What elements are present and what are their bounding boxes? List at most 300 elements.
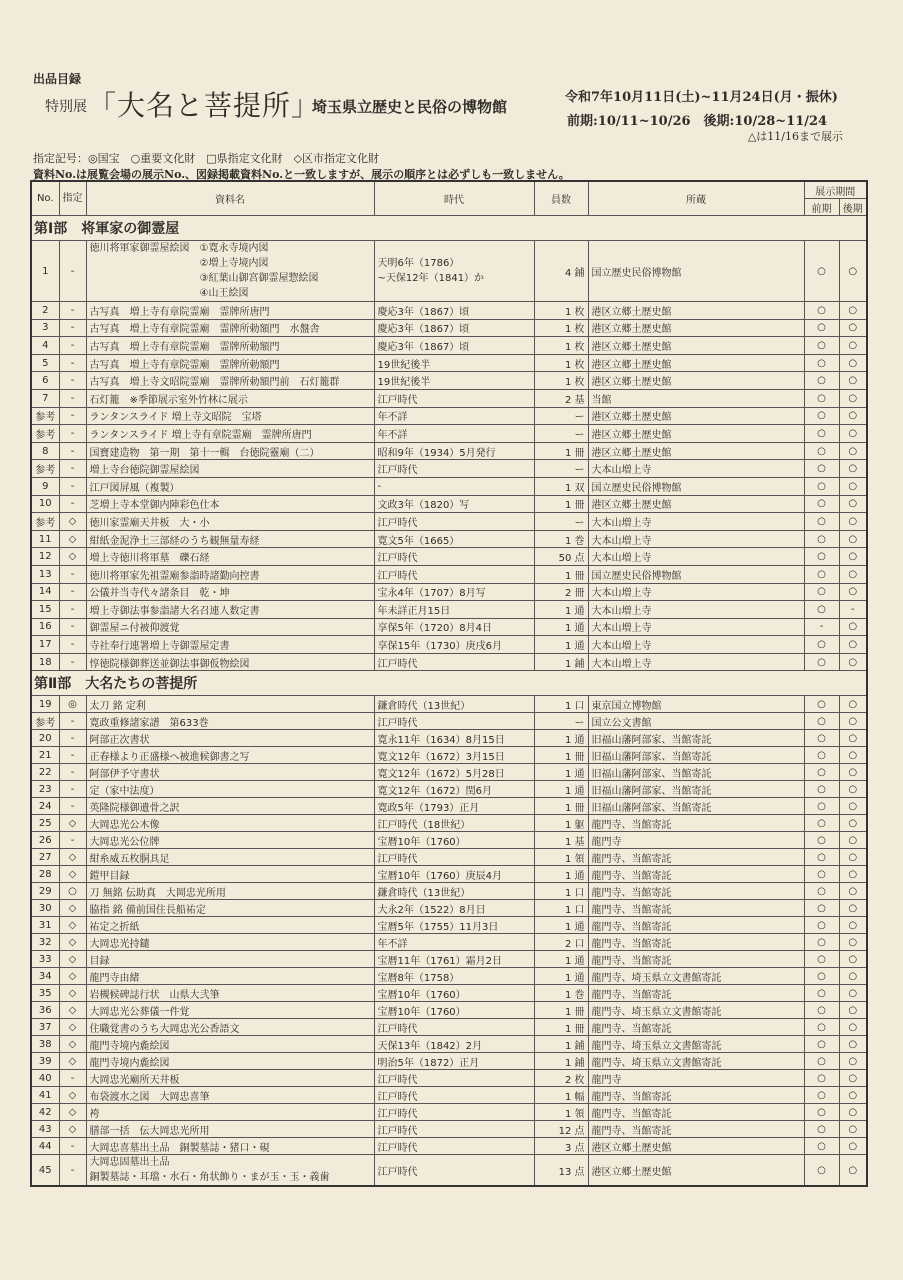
item-owner: 龍門寺 [588, 1070, 804, 1087]
item-owner: 龍門寺、当館寄託 [588, 1121, 804, 1138]
item-era: 宝暦5年（1755）11月3日 [374, 917, 534, 934]
table-row [31, 530, 867, 548]
item-count: 1 通 [534, 618, 588, 636]
late-period-mark: ○ [839, 1138, 867, 1155]
item-count: 1 領 [534, 849, 588, 866]
item-owner: 旧福山藩阿部家、当館寄託 [588, 747, 804, 764]
item-name: 英隆院様御遺骨之訳 [86, 798, 374, 815]
item-count: 1 冊 [534, 798, 588, 815]
table-row [31, 713, 867, 730]
table-row [31, 968, 867, 985]
late-period-mark: ○ [839, 968, 867, 985]
table-row [31, 815, 867, 832]
item-era: - [374, 477, 534, 495]
item-era: 19世紀後半 [374, 354, 534, 372]
item-count: 3 点 [534, 1138, 588, 1155]
item-no: 9 [31, 477, 59, 495]
item-no: 2 [31, 302, 59, 320]
designation-mark: - [59, 337, 86, 355]
item-name: 徳川将軍家先祖霊廟参詣時諸勤向控書 [86, 565, 374, 583]
designation-mark: ◇ [59, 900, 86, 917]
item-owner: 龍門寺、当館寄託 [588, 866, 804, 883]
item-era-line: ~天保12年（1841）か [377, 273, 485, 284]
item-name-line: ②増上寺境内図 [199, 258, 269, 269]
early-period-mark: ○ [804, 883, 839, 900]
col-early: 前期 [804, 199, 839, 216]
item-name: ランタンスライド 増上寺有章院霊廟 霊牌所唐門 [86, 425, 374, 443]
late-period-mark: ○ [839, 1104, 867, 1121]
exhibition-periods: 前期:10/11~10/26 後期:10/28~11/24 [567, 114, 828, 129]
item-name: 膳部一括 伝大岡忠光所用 [86, 1121, 374, 1138]
item-name: 岩槻候碑誌行状 山県大弐筆 [86, 985, 374, 1002]
table-row [31, 900, 867, 917]
table-row [31, 764, 867, 781]
late-period-mark: ○ [839, 618, 867, 636]
item-no: 42 [31, 1104, 59, 1121]
item-no: 22 [31, 764, 59, 781]
designation-mark: - [59, 389, 86, 407]
item-name: 徳川家霊廟天井板 大・小 [86, 513, 374, 531]
designation-mark: ◎ [59, 696, 86, 713]
item-owner: 大本山増上寺 [588, 636, 804, 654]
item-era: 年不詳 [374, 934, 534, 951]
table-row [31, 934, 867, 951]
item-owner: 大本山増上寺 [588, 618, 804, 636]
table-row [31, 781, 867, 798]
item-owner: 龍門寺、埼玉県立文書館寄託 [588, 1053, 804, 1070]
early-period-mark: ○ [804, 389, 839, 407]
item-count: 1 通 [534, 730, 588, 747]
item-count: 1 双 [534, 477, 588, 495]
item-owner: 国立歴史民俗博物館 [588, 565, 804, 583]
item-owner: 港区立郷土歴史館 [588, 495, 804, 513]
item-count: ー [534, 425, 588, 443]
item-name: 増上寺御法事参詣諸大名召連人数定書 [86, 601, 374, 619]
item-name-line: ③紅葉山御宮御霊屋惣絵図 [199, 273, 319, 284]
early-period-mark: ○ [804, 548, 839, 566]
item-no: 26 [31, 832, 59, 849]
item-owner: 龍門寺、当館寄託 [588, 849, 804, 866]
item-no: 37 [31, 1019, 59, 1036]
item-no: 4 [31, 337, 59, 355]
item-count: 1 口 [534, 900, 588, 917]
early-period-mark: ○ [804, 917, 839, 934]
item-name: 刀 無銘 伝助真 大岡忠光所用 [86, 883, 374, 900]
table-row [31, 495, 867, 513]
designation-mark: - [59, 636, 86, 654]
late-period-mark: ○ [839, 530, 867, 548]
item-no: 35 [31, 985, 59, 1002]
item-era: 天保13年（1842）2月 [374, 1036, 534, 1053]
designation-mark: - [59, 372, 86, 390]
early-period-mark: ○ [804, 781, 839, 798]
designation-mark: - [59, 241, 86, 302]
item-era: 寛文12年（1672）5月28日 [374, 764, 534, 781]
item-era: 江戸時代 [374, 460, 534, 478]
item-era: 年不詳 [374, 407, 534, 425]
item-owner: 港区立郷土歴史館 [588, 1155, 804, 1187]
designation-mark: - [59, 583, 86, 601]
item-no: 参考 [31, 407, 59, 425]
item-owner: 大本山増上寺 [588, 460, 804, 478]
designation-mark: - [59, 653, 86, 671]
section-title: 第Ⅱ部 大名たちの菩提所 [31, 671, 867, 696]
designation-mark: - [59, 601, 86, 619]
item-name: 御霊屋ニ付被仰渡覚 [86, 618, 374, 636]
early-period-mark: ○ [804, 1002, 839, 1019]
item-owner: 大本山増上寺 [588, 583, 804, 601]
item-era: 寛文5年（1665） [374, 530, 534, 548]
item-name: 国寶建造物 第一期 第十一輯 台徳院靈廟（二） [86, 442, 374, 460]
item-count: 2 基 [534, 389, 588, 407]
table-row [31, 832, 867, 849]
item-name: 古写真 増上寺有章院霊廟 霊牌所唐門 [86, 302, 374, 320]
item-count: 1 基 [534, 832, 588, 849]
item-owner: 大本山増上寺 [588, 548, 804, 566]
item-count: 1 冊 [534, 747, 588, 764]
designation-mark: ◇ [59, 1002, 86, 1019]
item-count: 12 点 [534, 1121, 588, 1138]
item-owner: 旧福山藩阿部家、当館寄託 [588, 730, 804, 747]
early-period-mark: ○ [804, 815, 839, 832]
item-count: 1 冊 [534, 1019, 588, 1036]
designation-mark: - [59, 1138, 86, 1155]
section-header [31, 671, 867, 696]
col-owner: 所蔵 [588, 181, 804, 216]
exhibition-title: 「大名と菩提所」 [88, 89, 321, 122]
item-owner: 東京国立博物館 [588, 696, 804, 713]
item-owner: 龍門寺、埼玉県立文書館寄託 [588, 1002, 804, 1019]
table-row [31, 372, 867, 390]
item-name: 布袋渡水之図 大岡忠喜筆 [86, 1087, 374, 1104]
item-count: 1 通 [534, 601, 588, 619]
designation-mark: ◇ [59, 1104, 86, 1121]
item-era: 昭和9年（1934）5月発行 [374, 442, 534, 460]
item-count: 13 点 [534, 1155, 588, 1187]
item-count: 1 通 [534, 968, 588, 985]
item-count: 1 枚 [534, 337, 588, 355]
designation-mark: - [59, 713, 86, 730]
late-period-mark: ○ [839, 354, 867, 372]
item-name: 古写真 増上寺有章院霊廟 霊牌所勅額門 [86, 354, 374, 372]
late-period-mark: ○ [839, 1036, 867, 1053]
item-owner: 国立歴史民俗博物館 [588, 241, 804, 302]
item-name-line: 大岡忠固墓出土品 [89, 1157, 170, 1169]
designation-mark: ◇ [59, 849, 86, 866]
item-count: 1 枚 [534, 354, 588, 372]
designation-legend: 指定記号：◎国宝 ○重要文化財 □県指定文化財 ◇区市指定文化財 [33, 152, 380, 165]
item-era: 寛文12年（1672）3月15日 [374, 747, 534, 764]
early-period-mark: ○ [804, 696, 839, 713]
early-period-mark: ○ [804, 764, 839, 781]
item-era: 宝永4年（1707）8月写 [374, 583, 534, 601]
early-period-mark: ○ [804, 1104, 839, 1121]
item-no: 31 [31, 917, 59, 934]
table-row [31, 548, 867, 566]
item-era: 江戸時代 [374, 1121, 534, 1138]
early-period-mark: ○ [804, 319, 839, 337]
designation-mark: ◇ [59, 815, 86, 832]
table-row [31, 1138, 867, 1155]
item-name: 祐定之折紙 [86, 917, 374, 934]
late-period-mark: ○ [839, 713, 867, 730]
item-no: 15 [31, 601, 59, 619]
item-count: ー [534, 460, 588, 478]
table-row [31, 849, 867, 866]
item-era: 江戸時代 [374, 1070, 534, 1087]
item-name: 大岡忠光持鑓 [86, 934, 374, 951]
item-count: 2 口 [534, 934, 588, 951]
designation-mark: - [59, 495, 86, 513]
item-count: 1 通 [534, 866, 588, 883]
table-row [31, 513, 867, 531]
item-count: 1 鋪 [534, 1036, 588, 1053]
item-owner: 龍門寺、当館寄託 [588, 1019, 804, 1036]
item-name: 増上寺徳川将軍墓 礫石経 [86, 548, 374, 566]
table-row [31, 389, 867, 407]
late-period-mark: ○ [839, 319, 867, 337]
item-era: 江戸時代 [374, 849, 534, 866]
designation-mark: ◇ [59, 1019, 86, 1036]
item-era: 慶応3年（1867）頃 [374, 302, 534, 320]
item-no: 11 [31, 530, 59, 548]
item-name: 太刀 銘 定利 [86, 696, 374, 713]
item-count: 1 口 [534, 696, 588, 713]
late-period-mark: ○ [839, 1019, 867, 1036]
item-name: 江戸図屏風（複製） [86, 477, 374, 495]
early-period-mark: ○ [804, 798, 839, 815]
early-period-mark: ○ [804, 900, 839, 917]
early-period-mark: ○ [804, 1053, 839, 1070]
late-period-mark: ○ [839, 951, 867, 968]
item-count: 1 冊 [534, 1002, 588, 1019]
designation-mark: ◇ [59, 866, 86, 883]
early-period-mark: ○ [804, 951, 839, 968]
item-name: 定（家中法度） [86, 781, 374, 798]
item-owner: 港区立郷土歴史館 [588, 1138, 804, 1155]
item-count: 1 通 [534, 917, 588, 934]
late-period-mark: ○ [839, 407, 867, 425]
late-period-mark: ○ [839, 653, 867, 671]
early-period-mark: ○ [804, 583, 839, 601]
item-owner: 旧福山藩阿部家、当館寄託 [588, 781, 804, 798]
designation-mark: ◇ [59, 1053, 86, 1070]
item-no: 29 [31, 883, 59, 900]
item-no: 7 [31, 389, 59, 407]
designation-mark: - [59, 730, 86, 747]
table-row [31, 1070, 867, 1087]
designation-mark: - [59, 319, 86, 337]
table-row [31, 798, 867, 815]
item-name: 龍門寺境内麁絵図 [86, 1053, 374, 1070]
item-owner: 港区立郷土歴史館 [588, 407, 804, 425]
item-name: 大岡忠喜墓出土品 銅製墓誌・猪口・硯 [86, 1138, 374, 1155]
designation-mark: - [59, 764, 86, 781]
item-name: 目録 [86, 951, 374, 968]
item-no: 41 [31, 1087, 59, 1104]
item-no: 25 [31, 815, 59, 832]
early-period-mark: ○ [804, 460, 839, 478]
late-period-mark: ○ [839, 883, 867, 900]
item-era: 江戸時代 [374, 548, 534, 566]
late-period-mark: ○ [839, 1053, 867, 1070]
item-owner: 港区立郷土歴史館 [588, 425, 804, 443]
late-period-mark: ○ [839, 460, 867, 478]
item-count: 4 鋪 [534, 241, 588, 302]
item-name: 惇徳院様御葬送並御法事御仮物絵図 [86, 653, 374, 671]
item-no: 3 [31, 319, 59, 337]
item-count: 1 通 [534, 781, 588, 798]
early-period-mark: ○ [804, 866, 839, 883]
late-period-mark: ○ [839, 1155, 867, 1187]
early-period-mark: ○ [804, 713, 839, 730]
late-period-mark: - [839, 601, 867, 619]
table-row [31, 730, 867, 747]
table-row [31, 460, 867, 478]
item-count: 1 冊 [534, 495, 588, 513]
item-name: ランタンスライド 増上寺文昭院 宝塔 [86, 407, 374, 425]
late-period-mark: ○ [839, 985, 867, 1002]
designation-mark: - [59, 425, 86, 443]
early-period-mark: ○ [804, 601, 839, 619]
item-no: 8 [31, 442, 59, 460]
col-no: No. [31, 181, 59, 216]
early-period-mark: ○ [804, 241, 839, 302]
col-era: 時代 [374, 181, 534, 216]
early-period-mark: ○ [804, 1087, 839, 1104]
triangle-note: △は11/16まで展示 [747, 130, 843, 143]
late-period-mark: ○ [839, 764, 867, 781]
item-count: 1 通 [534, 764, 588, 781]
designation-mark: - [59, 407, 86, 425]
early-period-mark: ○ [804, 442, 839, 460]
table-row [31, 337, 867, 355]
item-era: 江戸時代 [374, 513, 534, 531]
early-period-mark: ○ [804, 1155, 839, 1187]
item-count: 1 枚 [534, 302, 588, 320]
early-period-mark: ○ [804, 565, 839, 583]
item-no: 12 [31, 548, 59, 566]
item-owner: 龍門寺 [588, 832, 804, 849]
numbering-note: 資料No.は展覧会場の展示No.、図録掲載資料No.と一致しますが、展示の順序とは必ずしも一致しません。 [33, 168, 570, 181]
item-count: 1 通 [534, 636, 588, 654]
designation-mark: - [59, 477, 86, 495]
item-name: 大岡忠光公木像 [86, 815, 374, 832]
designation-mark: - [59, 618, 86, 636]
late-period-mark: ○ [839, 442, 867, 460]
item-owner: 龍門寺、埼玉県立文書館寄託 [588, 1036, 804, 1053]
item-name: 正春様より正盛様へ被進候御書之写 [86, 747, 374, 764]
late-period-mark: ○ [839, 1121, 867, 1138]
table-row [31, 917, 867, 934]
early-period-mark: ○ [804, 1070, 839, 1087]
item-name: 寺社奉行連署増上寺御霊屋定書 [86, 636, 374, 654]
item-name: 古写真 増上寺有章院霊廟 霊牌所勅額門 [86, 337, 374, 355]
item-owner: 旧福山藩阿部家、当館寄託 [588, 798, 804, 815]
designation-mark: - [59, 781, 86, 798]
item-era: 江戸時代（18世紀） [374, 815, 534, 832]
early-period-mark: ○ [804, 1019, 839, 1036]
item-no: 30 [31, 900, 59, 917]
section-title: 第Ⅰ部 将軍家の御霊屋 [31, 216, 867, 241]
item-count: 1 巻 [534, 530, 588, 548]
table-row [31, 696, 867, 713]
late-period-mark: ○ [839, 495, 867, 513]
designation-mark: - [59, 1155, 86, 1187]
late-period-mark: ○ [839, 730, 867, 747]
early-period-mark: ○ [804, 636, 839, 654]
early-period-mark: ○ [804, 985, 839, 1002]
item-no: 43 [31, 1121, 59, 1138]
item-owner: 港区立郷土歴史館 [588, 442, 804, 460]
item-era: 鎌倉時代（13世紀） [374, 883, 534, 900]
exhibit-list-table [30, 180, 868, 1187]
early-period-mark: ○ [804, 372, 839, 390]
table-row [31, 407, 867, 425]
late-period-mark: ○ [839, 241, 867, 302]
item-name: 芝増上寺本堂御内陣彩色仕本 [86, 495, 374, 513]
item-owner: 龍門寺、当館寄託 [588, 985, 804, 1002]
item-no: 13 [31, 565, 59, 583]
designation-mark: - [59, 302, 86, 320]
late-period-mark: ○ [839, 747, 867, 764]
item-owner: 龍門寺、当館寄託 [588, 917, 804, 934]
late-period-mark: ○ [839, 636, 867, 654]
item-no: 40 [31, 1070, 59, 1087]
item-era: 鎌倉時代（13世紀） [374, 696, 534, 713]
item-owner: 大本山増上寺 [588, 653, 804, 671]
item-no: 参考 [31, 513, 59, 531]
item-name-line: 徳川将軍家御霊屋絵図 ①寛永寺境内図 [89, 243, 269, 254]
item-name: 紺紙金泥浄土三部経のうち観無量寿経 [86, 530, 374, 548]
item-no: 10 [31, 495, 59, 513]
item-era: 寛永11年（1634）8月15日 [374, 730, 534, 747]
table-row [31, 302, 867, 320]
late-period-mark: ○ [839, 849, 867, 866]
designation-mark: - [59, 747, 86, 764]
item-name: 大岡忠光公葬儀一件覚 [86, 1002, 374, 1019]
item-era: 江戸時代 [374, 1087, 534, 1104]
table-row [31, 951, 867, 968]
item-name: 龍門寺境内麁絵図 [86, 1036, 374, 1053]
item-count: 1 躯 [534, 815, 588, 832]
early-period-mark: ○ [804, 934, 839, 951]
item-name: 石灯籠 ※季節展示室外竹林に展示 [86, 389, 374, 407]
item-era: 江戸時代 [374, 389, 534, 407]
item-era: 宝暦8年（1758） [374, 968, 534, 985]
early-period-mark: ○ [804, 530, 839, 548]
item-name: 公儀并当寺代々諸条目 乾・坤 [86, 583, 374, 601]
item-no: 27 [31, 849, 59, 866]
early-period-mark: ○ [804, 968, 839, 985]
special-exhibition-label: 特別展 [45, 99, 87, 115]
item-era: 寛政5年（1793）正月 [374, 798, 534, 815]
early-period-mark: ○ [804, 425, 839, 443]
table-row [31, 583, 867, 601]
late-period-mark: ○ [839, 302, 867, 320]
item-owner: 港区立郷土歴史館 [588, 372, 804, 390]
item-count: 1 幅 [534, 1087, 588, 1104]
table-row [31, 442, 867, 460]
late-period-mark: ○ [839, 583, 867, 601]
item-no: 20 [31, 730, 59, 747]
item-owner: 龍門寺、当館寄託 [588, 815, 804, 832]
item-no: 17 [31, 636, 59, 654]
item-no: 参考 [31, 425, 59, 443]
item-name: 阿部正次書状 [86, 730, 374, 747]
item-count: 1 冊 [534, 565, 588, 583]
designation-mark: ◇ [59, 985, 86, 1002]
